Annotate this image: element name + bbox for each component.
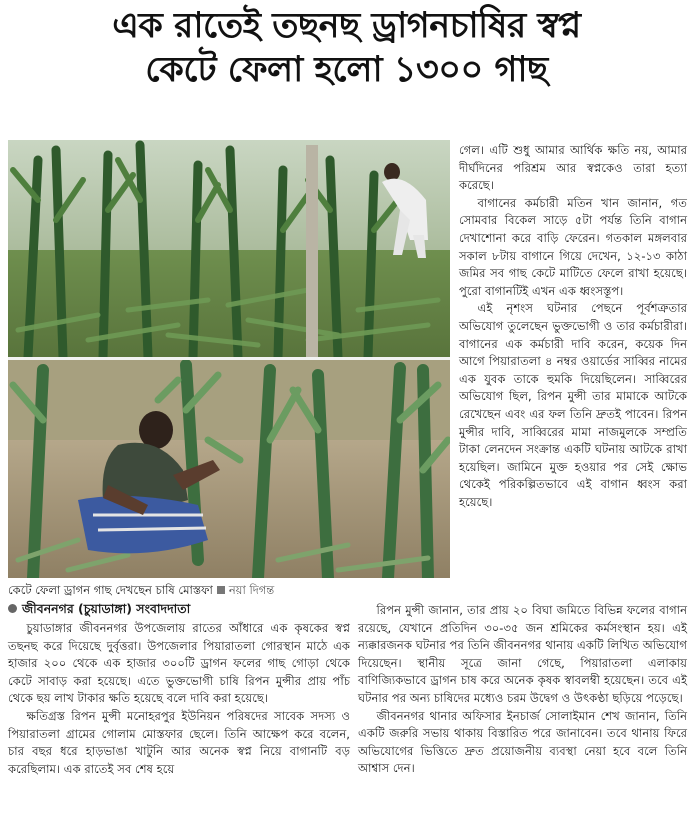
article-paragraph: গেল। এটি শুধু আমার আর্থিক ক্ষতি নয়, আমার দীর্ঘদিনের পরিশ্রম আর স্বপ্নকেও তারা হত্যা করেছে।: [459, 143, 687, 193]
separator-square-icon: [217, 586, 225, 594]
bullet-dot-icon: [8, 604, 17, 613]
article-paragraph: ক্ষতিগ্রস্ত রিপন মুন্সী মনোহরপুর ইউনিয়ন পরিষদের সাবেক সদস্য ও পিয়ারাতলা গ্রামের গোলাম মোস্তফার ছেলে। তিনি আক্ষেপ করে বলেন, চার বছর ধরে হাড়ভাঙা খাটুনি আর অনেক স্বপ্ন নিয়ে বাগানটি বড় করেছিলাম। এক রাতেই সব শেষ হয়ে: [8, 708, 350, 776]
article-column-left: [8, 620, 350, 778]
article-column-middle: [358, 602, 687, 778]
photo-divider: [8, 357, 450, 360]
article-paragraph: চুয়াডাঙ্গার জীবননগর উপজেলায় রাতের আঁধারে এক কৃষকের স্বপ্ন তছনছ করে দিয়েছে দুর্বৃত্তরা। উপজেলার পিয়ারাতলা গোরস্থান মাঠে এক হাজার ২০০ থেকে এক হাজার ৩০০টি ড্রাগন ফলের গাছ গোড়া থেকে কেটে সাবাড় করা হয়েছে। এতে ভুক্তভোগী চাষি রিপন মুন্সীর প্রায় পাঁচ থেকে ছয় লাখ টাকার ক্ষতি হয়েছে বলে দাবি করা হয়েছে।: [8, 621, 350, 706]
photo-credit: নয়া দিগন্ত: [228, 583, 275, 597]
article-paragraph: বাগানের কর্মচারী মতিন খান জানান, গত সোমবার বিকেল সাড়ে ৫টা পর্যন্ত তিনি বাগান দেখাশোনা করে বাড়ি ফেরেন। গতকাল মঙ্গলবার সকাল ৮টায় বাগানে গিয়ে দেখেন, ১২-১৩ কাঠা জমির সব গাছ কেটে মাটিতে ফেলে রাখা হয়েছে। পুরো বাগানটিই এখন এক ধ্বংসস্তূপ।: [459, 195, 687, 298]
headline: [0, 4, 693, 92]
headline-line-1: এক রাতেই তছনছ ড্রাগনচাষির স্বপ্ন: [112, 6, 581, 46]
article-paragraph: এই নৃশংস ঘটনার পেছনে পূর্বশত্রুতার অভিযোগ তুলেছেন ভুক্তভোগী ও তার কর্মচারীরা। বাগানের এক কর্মচারী দাবি করেন, কয়েক দিন আগে পিয়ারাতলা ৪ নম্বর ওয়ার্ডের সাব্বির নামের এক যুবক তাকে হুমকি দিয়েছিলেন। সাব্বিরের অভিযোগ ছিল, রিপন মুন্সী তার মামাকে আটকে রেখেছেন এবং এর ফল তিনি দ্রুতই পাবেন। রিপন মুন্সীর দাবি, সাব্বিরের মামা নাজমুলকে সম্প্রতি টাকা লেনদেন সংক্রান্ত একটি ঘটনায় আটকে রাখা হয়েছিল। জামিনে মুক্ত হওয়ার পর সেই ক্ষোভ থেকেই পরিকল্পিতভাবে এই বাগান ধ্বংস করা হয়েছে।: [459, 301, 687, 509]
article-column-right: [459, 142, 687, 511]
article-paragraph: রিপন মুন্সী জানান, তার প্রায় ২০ বিঘা জমিতে বিভিন্ন ফলের বাগান রয়েছে, যেখানে প্রতিদিন ৩০-৩৫ জন শ্রমিকের কর্মসংস্থান হয়। এই ন্যক্কারজনক ঘটনার পর তিনি জীবননগর থানায় একটি লিখিত অভিযোগ দিয়েছেন। স্থানীয় সূত্রে জানা গেছে, পিয়ারাতলা এলাকায় বাণিজ্যিকভাবে ড্রাগন চাষ করে অনেক কৃষক স্বাবলম্বী হয়েছেন। তবে এই ঘটনার পর অন্য চাষিদের মধ্যেও চরম উদ্বেগ ও উৎকণ্ঠা ছড়িয়ে পড়েছে।: [358, 603, 687, 705]
dateline-text: জীবননগর (চুয়াডাঙ্গা) সংবাদদাতা: [22, 601, 191, 616]
caption-text: কেটে ফেলা ড্রাগন গাছ দেখছেন চাষি মোস্তফা: [8, 583, 213, 597]
photo-caption: [8, 582, 450, 598]
article-paragraph: জীবননগর থানার অফিসার ইনচার্জ সোলাইমান শেখ জানান, তিনি একটি জরুরি সভায় থাকায় বিস্তারিত পরে জানাবেন। তবে থানায় ফিরে অভিযোগের ভিত্তিতে দ্রুত প্রয়োজনীয় ব্যবস্থা নেয়া হবে বলে তিনি আশ্বাস দেন।: [358, 708, 687, 776]
headline-line-2: কেটে ফেলা হলো ১৩০০ গাছ: [145, 50, 548, 90]
